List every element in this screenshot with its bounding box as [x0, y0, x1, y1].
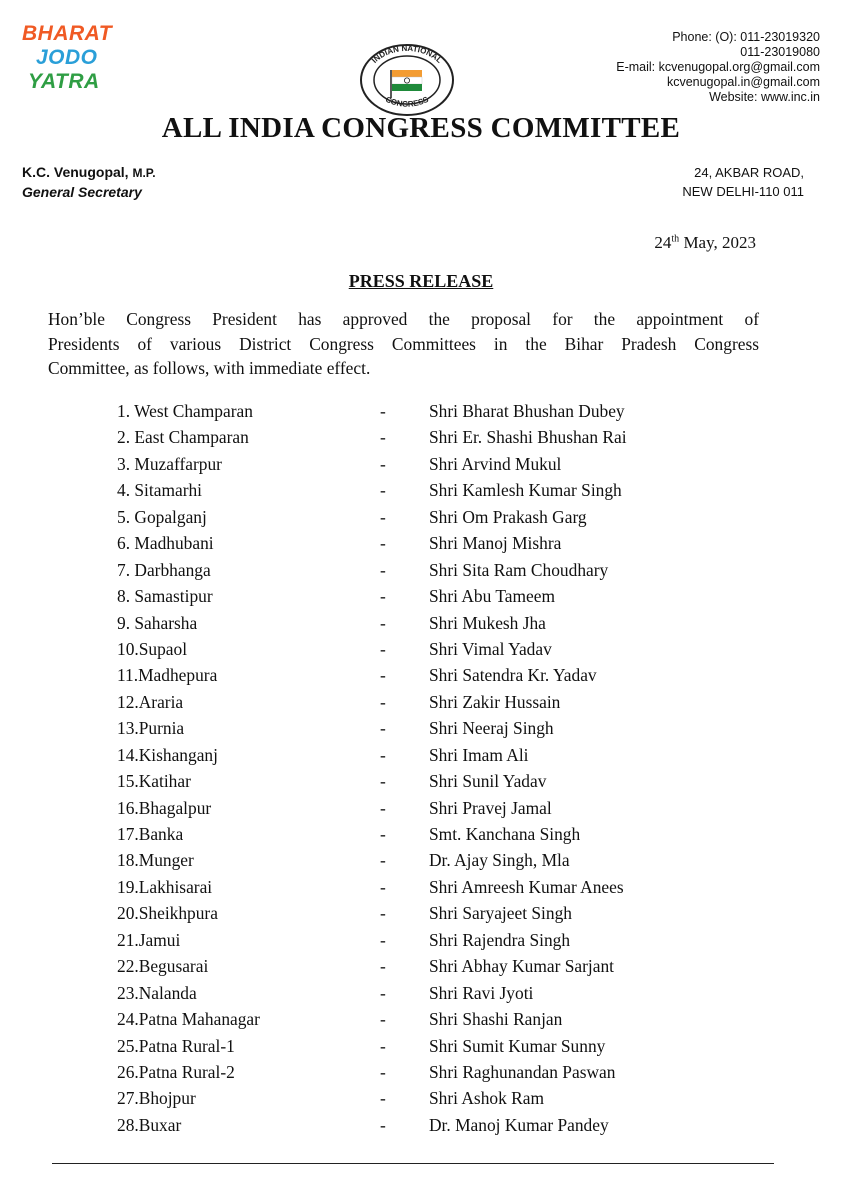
appointment-name: Shri Arvind Mukul [429, 453, 562, 474]
appointment-district: 14.Kishanganj [117, 744, 218, 765]
appointment-dash: - [380, 956, 386, 977]
list-item [117, 689, 737, 715]
appointment-dash: - [380, 824, 386, 844]
appointment-name: Shri Ashok Ram [429, 1088, 544, 1109]
emblem-bottom-text: CONGRESS [384, 94, 430, 109]
list-item [117, 821, 737, 847]
appointment-name: Shri Saryajeet Singh [429, 903, 572, 924]
appointment-district: 9. Saharsha [117, 612, 198, 633]
appointment-dash: - [380, 1061, 386, 1082]
list-item [117, 1033, 737, 1059]
appointment-name: Shri Abhay Kumar Sarjant [429, 956, 614, 977]
contact-block [616, 30, 820, 105]
list-item [117, 451, 737, 477]
list-item [117, 557, 737, 583]
list-item [117, 398, 737, 424]
contact-phone-2: 011-23019080 [740, 45, 820, 59]
appointment-district: 10.Supaol [117, 638, 188, 659]
appointment-name: Shri Kamlesh Kumar Singh [429, 480, 622, 501]
list-item [117, 874, 737, 900]
appointment-dash: - [380, 850, 386, 871]
list-item [117, 847, 737, 873]
appointment-district: 21.Jamui [117, 929, 181, 950]
appointment-district: 4. Sitamarhi [117, 480, 203, 501]
list-item [117, 504, 737, 530]
appointment-dash: - [380, 691, 386, 712]
release-date [654, 233, 756, 253]
appointment-district: 6. Madhubani [117, 533, 214, 554]
list-item [117, 1006, 737, 1032]
list-item [117, 662, 737, 688]
logo-line-2: JODO [36, 46, 98, 69]
appointment-dash: - [380, 1035, 386, 1056]
appointment-name: Shri Zakir Hussain [429, 691, 561, 712]
appointment-dash: - [380, 665, 386, 686]
appointment-dash: - [380, 929, 386, 950]
press-release-title: PRESS RELEASE [348, 271, 494, 291]
appointment-name: Shri Mukesh Jha [429, 612, 546, 633]
appointment-dash: - [380, 533, 386, 554]
appointment-dash: - [380, 1114, 386, 1135]
intro-paragraph [48, 307, 759, 381]
appointment-district: 20.Sheikhpura [117, 903, 218, 924]
appointment-district: 12.Araria [117, 691, 184, 712]
appointment-dash: - [380, 744, 386, 765]
appointment-dash: - [380, 401, 386, 421]
appointment-district: 28.Buxar [117, 1114, 182, 1135]
list-item [117, 1085, 737, 1111]
list-item [117, 477, 737, 503]
bharat-jodo-yatra-logo [22, 22, 132, 112]
contact-email-1: E-mail: kcvenugopal.org@gmail.com [616, 60, 820, 74]
appointment-district: 19.Lakhisarai [117, 876, 213, 897]
appointment-dash: - [380, 453, 386, 474]
appointment-district: 23.Nalanda [117, 982, 197, 1003]
appointment-district: 27.Bhojpur [117, 1088, 196, 1109]
list-item [117, 900, 737, 926]
appointment-name: Dr. Ajay Singh, Mla [429, 850, 570, 871]
appointment-name: Dr. Manoj Kumar Pandey [429, 1114, 609, 1135]
appointment-name: Shri Imam Ali [429, 744, 529, 765]
sender-title: General Secretary [22, 184, 142, 200]
list-item [117, 927, 737, 953]
sender-suffix: M.P. [132, 166, 156, 180]
appointment-name: Shri Ravi Jyoti [429, 982, 534, 1003]
intro-line-3: Committee, as follows, with immediate effect. [48, 358, 371, 378]
appointment-dash: - [380, 876, 386, 897]
list-item [117, 1112, 737, 1138]
appointment-name: Shri Vimal Yadav [429, 638, 552, 659]
list-item [117, 583, 737, 609]
sender-block [22, 163, 156, 202]
intro-line-1: Hon’ble Congress President has approved the proposal for the appointment of [48, 309, 759, 329]
appointment-name: Shri Amreesh Kumar Anees [429, 876, 624, 897]
letterhead-title: ALL INDIA CONGRESS COMMITTEE [161, 112, 681, 144]
contact-email-2: kcvenugopal.in@gmail.com [666, 75, 820, 89]
contact-website: Website: www.inc.in [709, 90, 820, 104]
appointment-district: 18.Munger [117, 850, 194, 871]
logo-line-3: YATRA [28, 70, 100, 93]
appointment-dash: - [380, 1088, 386, 1109]
appointment-district: 26.Patna Rural-2 [117, 1061, 235, 1082]
appointment-district: 15.Katihar [117, 771, 191, 792]
appointments-list [117, 398, 737, 1138]
appointment-dash: - [380, 586, 386, 607]
appointment-dash: - [380, 559, 386, 580]
list-item [117, 768, 737, 794]
appointment-district: 25.Patna Rural-1 [117, 1035, 235, 1056]
appointment-name: Shri Abu Tameem [429, 586, 555, 607]
appointment-district: 5. Gopalganj [117, 506, 207, 527]
address-line-2: NEW DELHI-110 011 [682, 184, 804, 199]
appointment-name: Shri Sunil Yadav [429, 771, 547, 792]
appointment-name: Shri Er. Shashi Bhushan Rai [429, 427, 627, 448]
date-day: 24 [654, 233, 672, 252]
appointment-name: Shri Neeraj Singh [429, 718, 554, 739]
appointment-name: Shri Manoj Mishra [429, 533, 562, 554]
intro-line-2: Presidents of various District Congress Committees in the Bihar Pradesh Congress [48, 333, 759, 354]
appointment-name: Smt. Kanchana Singh [429, 824, 581, 844]
appointment-dash: - [380, 903, 386, 924]
list-item [117, 953, 737, 979]
date-suffix: th [671, 233, 680, 245]
svg-text:INDIAN NATIONAL [370, 44, 444, 65]
list-item [117, 795, 737, 821]
appointment-dash: - [380, 480, 386, 501]
appointment-district: 2. East Champaran [117, 427, 249, 448]
list-item [117, 424, 737, 450]
congress-emblem [358, 42, 456, 118]
appointment-name: Shri Bharat Bhushan Dubey [429, 401, 625, 421]
congress-emblem-seal [358, 42, 456, 118]
appointment-district: 1. West Champaran [117, 401, 253, 421]
date-rest: May, 2023 [679, 233, 756, 252]
appointment-district: 24.Patna Mahanagar [117, 1009, 260, 1030]
appointment-dash: - [380, 506, 386, 527]
appointment-district: 16.Bhagalpur [117, 797, 212, 818]
sender-name-line [22, 163, 156, 183]
appointment-name: Shri Om Prakash Garg [429, 506, 587, 527]
appointment-name: Shri Shashi Ranjan [429, 1009, 563, 1030]
appointment-name: Shri Sumit Kumar Sunny [429, 1035, 606, 1056]
sender-name: K.C. Venugopal, [22, 164, 129, 180]
appointment-dash: - [380, 718, 386, 739]
address-line-1: 24, AKBAR ROAD, [694, 165, 804, 180]
list-item [117, 610, 737, 636]
appointment-dash: - [380, 612, 386, 633]
appointment-district: 22.Begusarai [117, 956, 209, 977]
emblem-top-text: INDIAN NATIONAL [369, 43, 444, 65]
logo-line-1: BHARAT [22, 22, 113, 45]
appointment-name: Shri Pravej Jamal [429, 797, 552, 818]
list-item [117, 980, 737, 1006]
appointment-name: Shri Rajendra Singh [429, 929, 571, 950]
address-block [682, 163, 804, 201]
list-item [117, 636, 737, 662]
appointment-district: 13.Purnia [117, 718, 185, 739]
list-item [117, 715, 737, 741]
list-item [117, 530, 737, 556]
contact-phone-1: Phone: (O): 011-23019320 [672, 30, 820, 44]
appointment-dash: - [380, 797, 386, 818]
appointment-dash: - [380, 982, 386, 1003]
appointment-name: Shri Raghunandan Paswan [429, 1061, 616, 1082]
bottom-divider [52, 1163, 774, 1164]
appointment-name: Shri Sita Ram Choudhary [429, 559, 609, 580]
appointment-district: 17.Banka [117, 824, 184, 844]
appointment-name: Shri Satendra Kr. Yadav [429, 665, 597, 686]
appointment-dash: - [380, 771, 386, 792]
appointment-dash: - [380, 638, 386, 659]
appointment-district: 11.Madhepura [117, 665, 218, 686]
appointment-district: 3. Muzaffarpur [117, 453, 222, 474]
appointment-district: 8. Samastipur [117, 586, 213, 607]
appointment-dash: - [380, 427, 386, 448]
list-item [117, 1059, 737, 1085]
list-item [117, 742, 737, 768]
appointment-district: 7. Darbhanga [117, 559, 211, 580]
appointment-dash: - [380, 1009, 386, 1030]
